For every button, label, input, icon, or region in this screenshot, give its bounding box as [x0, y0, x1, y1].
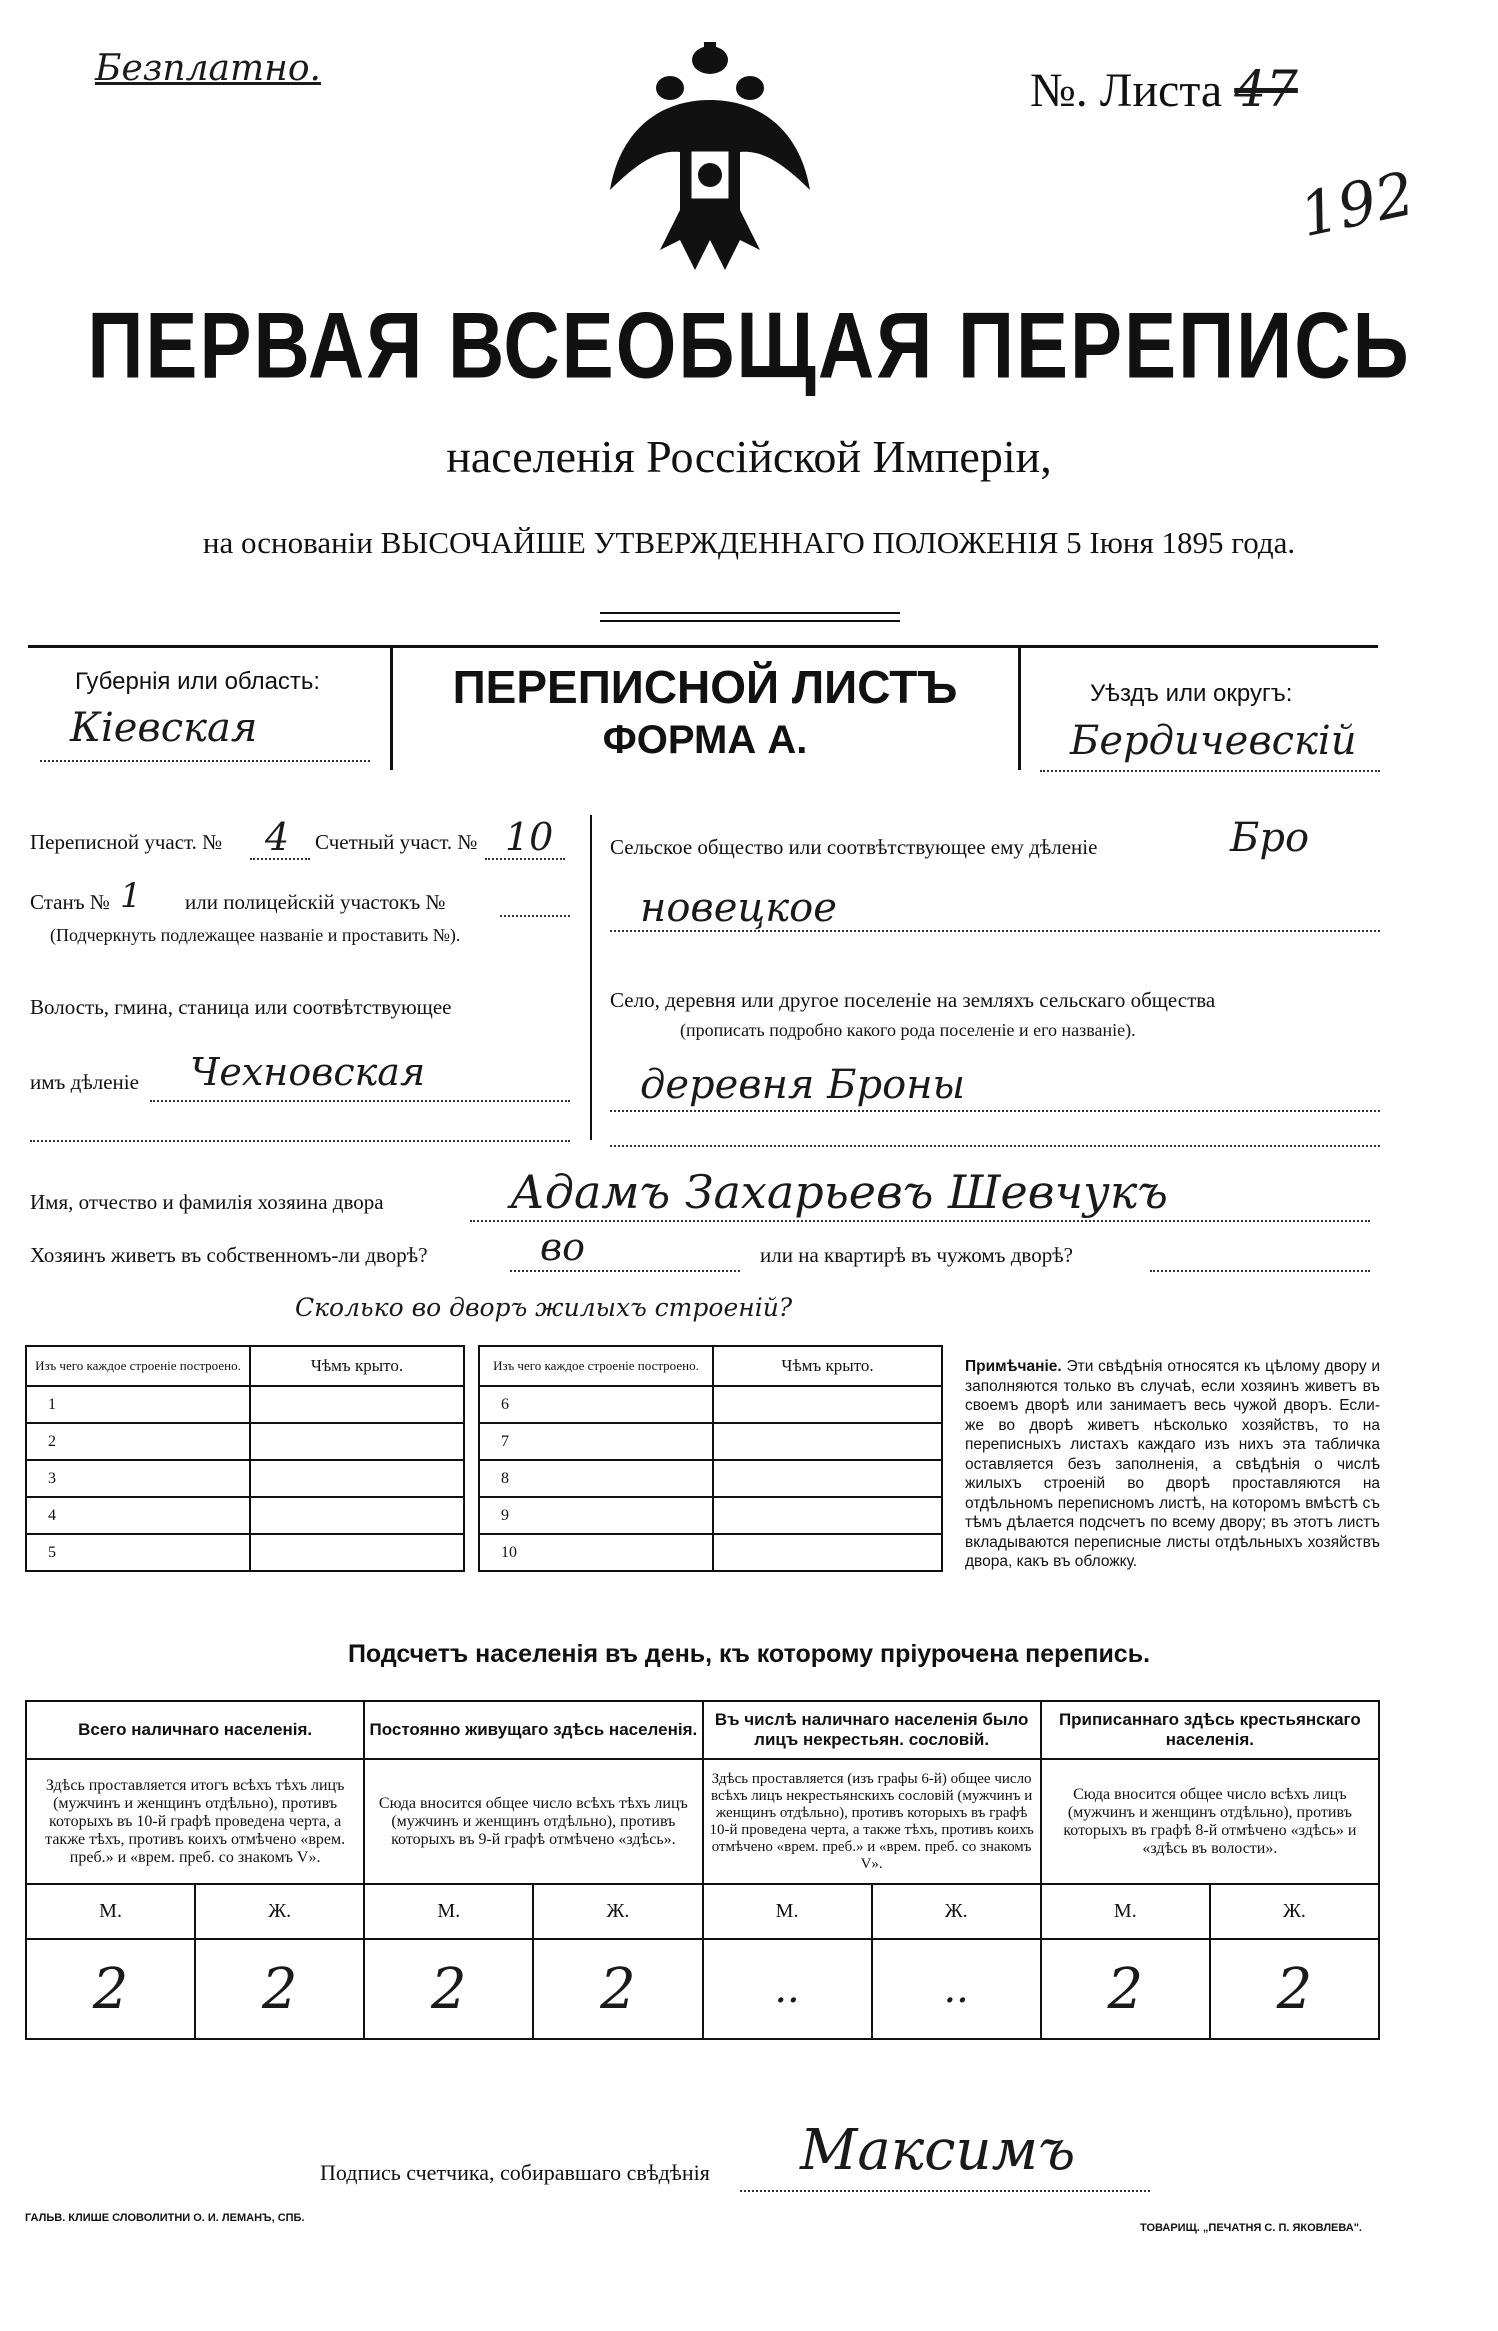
volost-label-1: Волость, гмина, станица или соотвѣтствующее [30, 995, 452, 1019]
gubernia-label: Губернія или область: [75, 668, 321, 695]
uezd-value: Бердичевскій [1070, 718, 1357, 764]
form-name: ПЕРЕПИСНОЙ ЛИСТЪ [452, 661, 958, 713]
stan-note: (Подчеркнуть подлежащее названіе и проставить №). [50, 925, 461, 945]
col-roof: Чѣмъ крыто. [250, 1346, 464, 1386]
rented-label: или на квартирѣ въ чужомъ дворѣ? [760, 1243, 1073, 1267]
col-roof-right: Чѣмъ крыто. [713, 1346, 942, 1386]
m-header: М. [26, 1884, 195, 1939]
pop-col-desc: Сюда вносится общее число всѣхъ тѣхъ лицъ (мужчинъ и женщинъ отдѣльно), противъ которыхъ въ 9-й графѣ отмѣчено «здѣсь». [364, 1759, 702, 1884]
form-box-top [28, 645, 1378, 648]
printer-right: ТОВАРИЩ. „ПЕЧАТНЯ С. П. ЯКОВЛЕВА". [1140, 2222, 1362, 2234]
col-material-right: Изъ чего каждое строеніе построено. [479, 1346, 713, 1386]
count-female: .. [872, 1939, 1041, 2039]
population-heading: Подсчетъ населенія въ день, къ которому пріурочена перепись. [347, 1640, 1151, 1668]
pop-col-title: Въ числѣ наличнаго населенія было лицъ некрестьян. сословій. [703, 1701, 1041, 1759]
form-letter: ФОРМА А. [602, 718, 808, 762]
building-row: 8 [479, 1460, 713, 1497]
census-section-value: 4 [265, 815, 290, 859]
owner-value: Адамъ Захарьевъ Шевчукъ [510, 1165, 1168, 1219]
building-row: 7 [479, 1423, 713, 1460]
m-header: М. [1041, 1884, 1210, 1939]
own-yard-value: во [540, 1225, 585, 1269]
count-male: .. [703, 1939, 872, 2039]
society-value-2: новецкое [640, 885, 837, 931]
building-row: 3 [26, 1460, 250, 1497]
form-box-right-divider [1018, 645, 1021, 770]
buildings-note [965, 1357, 1380, 1572]
buildings-table-left [25, 1345, 465, 1572]
count-female: 2 [195, 1939, 364, 2039]
pop-col-title: Постоянно живущаго здѣсь населенія. [364, 1701, 702, 1759]
buildings-table-right [478, 1345, 943, 1572]
owner-label: Имя, отчество и фамилія хозяина двора [30, 1190, 384, 1214]
margin-note: 192 [1293, 158, 1421, 252]
village-note: (прописать подробно какого рода поселеніе и его названіе). [680, 1020, 1136, 1040]
note-text: Эти свѣдѣнія относятся къ цѣлому двору и заполняются только въ случаѣ, если хозяинъ живетъ въ своемъ дворѣ или занимаетъ весь чужой дворъ. Если-же во дворѣ живетъ нѣсколько хозяйствъ, то на переписныхъ листахъ каждаго изъ нихъ эта табличка оставляется безъ заполненія, а свѣдѣнія о числѣ жилыхъ строеній во дворѣ проставляются на отдѣльномъ переписномъ листѣ, на которомъ вмѣстѣ съ тѣмъ дѣлается подсчетъ по всему двору; въ этотъ листъ вкладываются переписные листы отдѣльныхъ хозяйствъ двора, какъ въ обложку. [965, 1358, 1380, 1570]
pop-col-desc: Сюда вносится общее число всѣхъ лицъ (мужчинъ и женщинъ отдѣльно), противъ которыхъ въ графѣ 8-й отмѣчено «здѣсь» и «здѣсь въ волости». [1041, 1759, 1379, 1884]
count-section-value: 10 [505, 815, 554, 859]
sheet-number [1030, 60, 1298, 118]
f-header: Ж. [195, 1884, 364, 1939]
basis-line: на основаніи ВЫСОЧАЙШЕ УТВЕРЖДЕННАГО ПОЛОЖЕНІЯ 5 Іюня 1895 года. [202, 525, 1296, 560]
building-row: 6 [479, 1386, 713, 1423]
building-row: 1 [26, 1386, 250, 1423]
police-label: или полицейскій участокъ № [185, 890, 446, 914]
census-section-label: Переписной участ. № [30, 830, 223, 854]
pop-col-desc: Здѣсь проставляется (изъ графы 6-й) общее число всѣхъ лицъ некрестьянскихъ сословій (мужчинъ и женщинъ отдѣльно), противъ которыхъ въ графѣ 10-й проведена черта, а также тѣхъ, противъ коихъ отмѣчено «врем. преб.» и «врем. преб. со знакомъ V». [703, 1759, 1041, 1884]
imperial-eagle-emblem [600, 40, 820, 280]
gubernia-value: Кіевская [70, 705, 258, 751]
f-header: Ж. [872, 1884, 1041, 1939]
own-yard-label: Хозяинъ живетъ въ собственномъ-ли дворѣ? [30, 1243, 428, 1267]
count-male: 2 [26, 1939, 195, 2039]
field-column-divider [590, 815, 592, 1140]
signature-label: Подпись счетчика, собиравшаго свѣдѣнія [320, 2160, 710, 2185]
note-title: Примѣчаніе. [965, 1358, 1062, 1375]
col-material: Изъ чего каждое строеніе построено. [26, 1346, 250, 1386]
society-label: Сельское общество или соотвѣтствующее ему дѣленіе [610, 835, 1098, 859]
volost-label-2: имъ дѣленіе [30, 1070, 139, 1094]
pop-col-desc: Здѣсь проставляется итогъ всѣхъ тѣхъ лицъ (мужчинъ и женщинъ отдѣльно), противъ которыхъ въ 10-й графѣ проведена черта, а также тѣхъ, противъ коихъ отмѣчено «врем. преб.» и «врем. преб. со знакомъ V». [26, 1759, 364, 1884]
count-male: 2 [1041, 1939, 1210, 2039]
pop-col-title: Всего наличнаго населенія. [26, 1701, 364, 1759]
building-row: 4 [26, 1497, 250, 1534]
volost-value: Чехновская [190, 1050, 426, 1094]
f-header: Ж. [1210, 1884, 1379, 1939]
pop-col-title: Приписаннаго здѣсь крестьянскаго населенія. [1041, 1701, 1379, 1759]
sheet-number-label: №. Листа [1030, 64, 1223, 117]
signature-value: Максимъ [800, 2118, 1076, 2183]
building-row: 5 [26, 1534, 250, 1571]
society-value-1: Бро [1230, 815, 1310, 861]
m-header: М. [703, 1884, 872, 1939]
page-title: ПЕРВАЯ ВСЕОБЩАЯ ПЕРЕПИСЬ [87, 292, 1411, 398]
sheet-number-value: 47 [1234, 60, 1298, 118]
count-male: 2 [364, 1939, 533, 2039]
count-female: 2 [533, 1939, 702, 2039]
count-female: 2 [1210, 1939, 1379, 2039]
buildings-question: Сколько во дворъ жилыхъ строеній? [295, 1293, 793, 1322]
stan-value: 1 [120, 876, 142, 916]
building-row: 10 [479, 1534, 713, 1571]
village-label: Село, деревня или другое поселеніе на земляхъ сельскаго общества [610, 988, 1216, 1012]
free-label: Безплатно. [95, 48, 321, 89]
village-value: деревня Броны [640, 1062, 966, 1108]
count-section-label: Счетный участ. № [315, 830, 478, 854]
ornament-divider [600, 612, 900, 622]
page-subtitle: населенія Россійской Имперіи, [446, 431, 1052, 482]
printer-left: ГАЛЬВ. КЛИШЕ СЛОВОЛИТНИ О. И. ЛЕМАНЪ, СПБ. [25, 2212, 305, 2224]
uezd-label: Уѣздъ или округъ: [1090, 680, 1293, 707]
building-row: 2 [26, 1423, 250, 1460]
f-header: Ж. [533, 1884, 702, 1939]
building-row: 9 [479, 1497, 713, 1534]
m-header: М. [364, 1884, 533, 1939]
stan-label: Станъ № [30, 890, 110, 914]
population-table [25, 1700, 1380, 2040]
